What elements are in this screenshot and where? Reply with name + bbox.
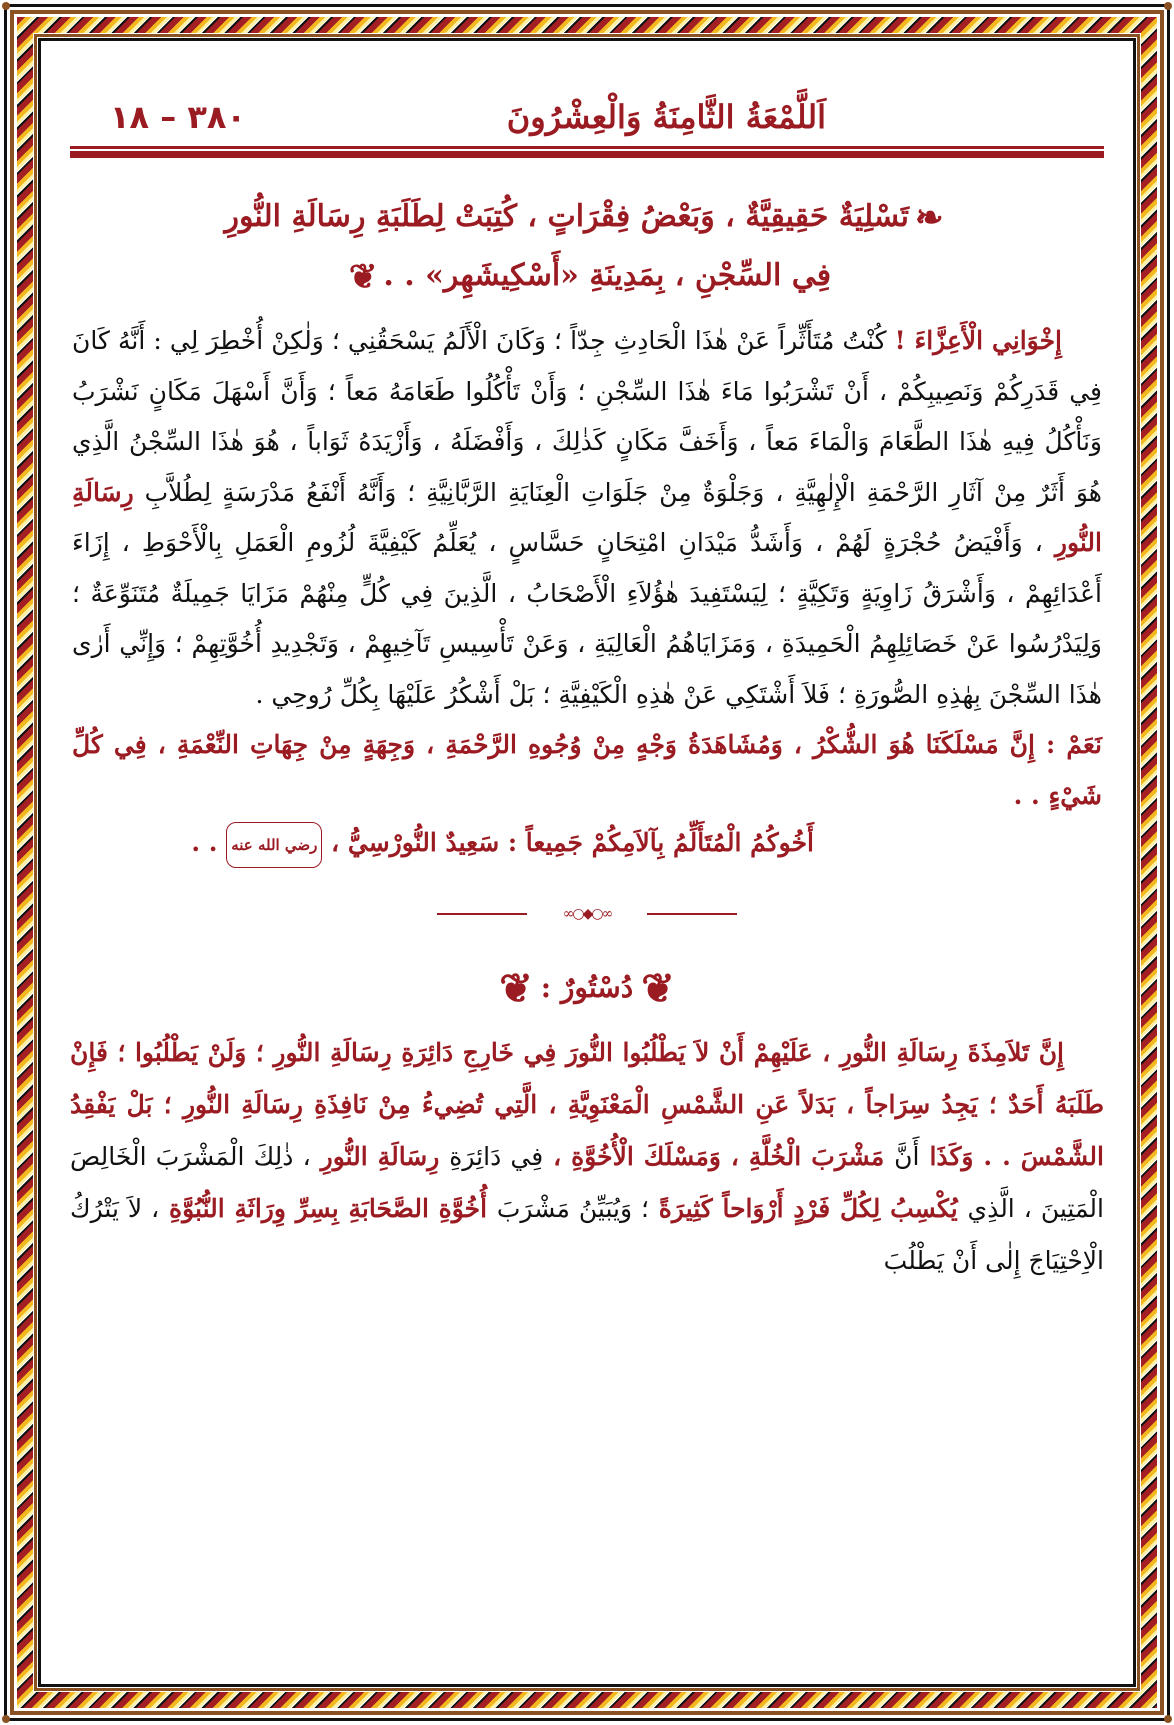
ornament-icon: ❧ xyxy=(915,198,944,238)
corner-ornament-icon xyxy=(2,1715,10,1723)
emphasis-paragraph: نَعَمْ : إِنَّ مَسْلَكَنَا هُوَ الشُّكْرُ ، وَمُشَاهَدَةُ وَجْهٍ مِنْ وُجُوهِ الرَّحْمَةِ ، وَجِهَةٍ مِنْ جِهَاتِ النِّعْمَةِ ، فِي كُلِّ شَيْءٍ . . xyxy=(72,730,1102,810)
corner-ornament-icon xyxy=(1164,1715,1172,1723)
ornamental-divider xyxy=(437,904,737,924)
rule-heading: ❦دُسْتُورٌ :❦ xyxy=(70,960,1104,1018)
risale-nur-highlight: رِسَالَةِ النُّورِ xyxy=(72,477,1102,557)
ornament-icon: ❦ xyxy=(348,257,378,297)
chapter-title: اَللَّمْعَةُ الثَّامِنَةُ وَالْعِشْرُونَ xyxy=(506,98,826,136)
section-title-line-1: ❧تَسْلِيَةٌ حَقِيقِيَّةٌ ، وَبَعْضُ فِقْرَاتٍ ، كُتِبَتْ لِطَلَبَةِ رِسَالَةِ النُّورِ xyxy=(70,188,1104,247)
letter-body xyxy=(70,316,1104,821)
section-title-line-2: فِي السِّجْنِ ، بِمَدِينَةِ «أَسْكِيشَهِر» . .❦ xyxy=(70,247,1104,306)
rule-paragraph: إِنَّ تَلاَمِذَةَ رِسَالَةِ النُّورِ ، عَلَيْهِمْ أَنْ لاَ يَطْلُبُوا النُّورَ فِي خَارِجِ دَائِرَةِ رِسَالَةِ النُّورِ ؛ وَلَنْ يَطْلُبُوا ؛ فَإِنْ طَلَبَهُ أَحَدٌ ؛ يَجِدُ سِرَاجاً ، بَدَلاً عَنِ الشَّمْسِ الْمَعْنَوِيَّةِ ، الَّتِي تُضِيءُ مِنْ نَافِذَةِ رِسَالَةِ النُّورِ ؛ بَلْ يَفْقِدُ الشَّمْسَ . . وَكَذَا أَنَّ مَشْرَبَ الْخُلَّةِ ، وَمَسْلَكَ الْأُخُوَّةِ ، فِي دَائِرَةِ رِسَالَةِ النُّورِ ، ذٰلِكَ الْمَشْرَبَ الْخَالِصَ الْمَتِينَ ، الَّذِي يُكْسِبُ لِكُلِّ فَرْدٍ أَرْوَاحاً كَثِيرَةً ؛ وَيُبَيِّنُ مَشْرَبَ أُخُوَّةِ الصَّحَابَةِ بِسِرِّ وِرَاثَةِ النُّبُوَّةِ ، لاَ يَتْرُكُ الْاِحْتِيَاجَ إِلٰى أَنْ يَطْلُبَ xyxy=(70,1038,1104,1275)
letter-paragraph: إِخْوَانِي الْأَعِزَّاءَ ! كُنْتُ مُتَأَثِّراً عَنْ هٰذَا الْحَادِثِ جِدّاً ؛ وَكَانَ الْأَلَمُ يَسْحَقُنِي ؛ وَلٰكِنْ أُخْطِرَ لِي : أَنَّهُ كَانَ فِي قَدَرِكُمْ وَنَصِيبِكُمْ ، أَنْ تَشْرَبُوا مَاءَ هٰذَا السِّجْنِ ؛ وَأَنْ تَأْكُلُوا طَعَامَهُ مَعاً ؛ وَأَنَّ أَسْهَلَ مَكَانٍ نَشْرَبُ وَنَأْكُلُ فِيهِ هٰذَا الطَّعَامَ وَالْمَاءَ مَعاً ، وَأَخَفَّ مَكَانٍ كَذٰلِكَ ، وَأَفْضَلَهُ ، وَأَزْيَدَهُ ثَوَاباً ، هُوَ هٰذَا السِّجْنُ الَّذِي هُوَ أَثَرٌ مِنْ آثَارِ الرَّحْمَةِ الْإِلٰهِيَّةِ ، وَجَلْوَةٌ مِنْ جَلَوَاتِ الْعِنَايَةِ الرَّبَّانِيَّةِ ؛ وَأَنَّهُ أَنْفَعُ مَدْرَسَةٍ لِطُلاَّبِ رِسَالَةِ النُّورِ ، وَأَفْيَضُ حُجْرَةٍ لَهُمْ ، وَأَشَدُّ مَيْدَانِ امْتِحَانٍ حَسَّاسٍ ، يُعَلِّمُ كَيْفِيَّةَ لُزُومِ الْعَمَلِ بِالْأَحْوَطِ ، إِزَاءَ أَعْدَائِهِمْ ، وَأَشْرَقُ زَاوِيَةٍ وَتَكِيَّةٍ ؛ لِيَسْتَفِيدَ هٰؤُلاَءِ الْأَصْحَابُ ، الَّذِينَ فِي كُلٍّ مِنْهُمْ مَزَايَا جَمِيلَةٌ مُتَنَوِّعَةٌ ؛ وَلِيَدْرُسُوا عَنْ خَصَائِلِهِمُ الْحَمِيدَةِ ، وَمَزَايَاهُمُ الْعَالِيَةِ ، وَعَنْ تَأْسِيسِ تَآخِيهِمْ ، وَتَجْدِيدِ أُخُوَّتِهِمْ ؛ وَإِنِّي أَرٰى هٰذَا السِّجْنَ بِهٰذِهِ الصُّورَةِ ؛ فَلاَ أَشْتَكِي عَنْ هٰذِهِ الْكَيْفِيَّةِ ؛ بَلْ أَشْكُرُ عَلَيْهَا بِكُلِّ رُوحِي . xyxy=(72,326,1102,709)
running-header xyxy=(70,70,1104,146)
floral-flourish-icon: ❦ xyxy=(499,965,533,1012)
header-double-rule xyxy=(70,146,1104,158)
rule-body xyxy=(70,1027,1104,1287)
floral-flourish-icon: ❦ xyxy=(641,965,675,1012)
page-content xyxy=(70,70,1104,1655)
signature: أَخُوكُمُ الْمُتَأَلِّمُ بِآلاَمِكُمْ جَمِيعاً : سَعِيدٌ النُّورْسِيُّ ، رضي الله عنه . . xyxy=(70,821,1104,868)
divider-knot-icon: ∞○◆○∞ xyxy=(527,907,647,921)
section-title xyxy=(70,188,1104,306)
corner-ornament-icon xyxy=(2,2,10,10)
page-number: ٣٨٠ – ١٨ xyxy=(110,98,246,136)
corner-ornament-icon xyxy=(1164,2,1172,10)
salutation: إِخْوَانِي الْأَعِزَّاءَ ! xyxy=(894,326,1062,355)
honorific-icon: رضي الله عنه xyxy=(226,822,322,868)
